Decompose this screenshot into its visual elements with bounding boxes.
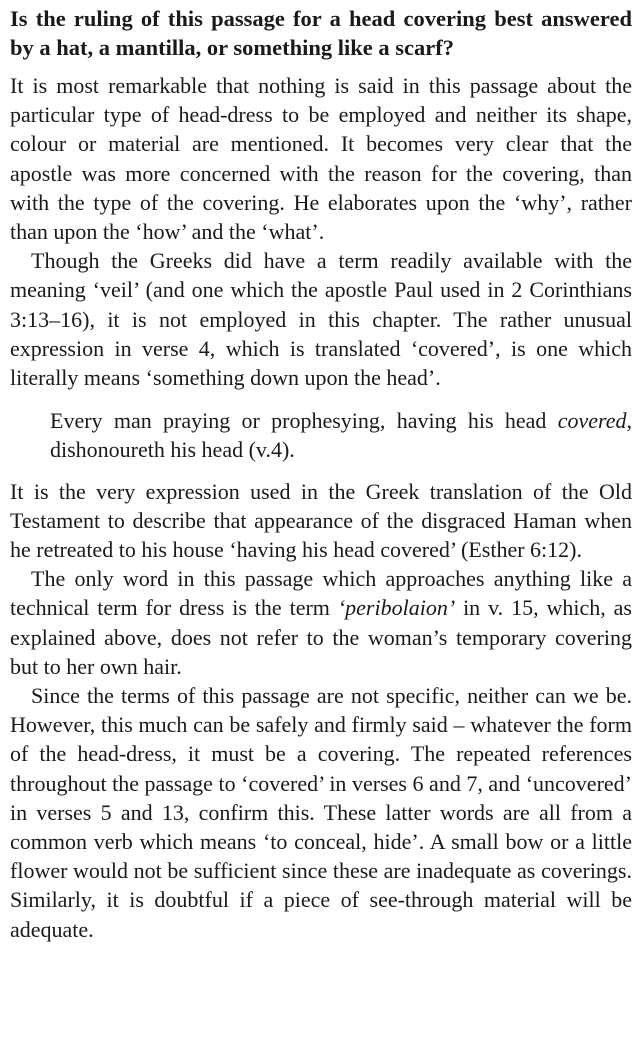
- quote-text-before: Every man praying or prophesying, having his head: [50, 408, 558, 434]
- p4-text-before: The only word in this passage which approaches anything like a technical term for dress is the term: [10, 566, 632, 621]
- paragraph-peribolaion: [10, 564, 632, 681]
- p4-emphasis: ‘peribolaion’: [337, 595, 456, 621]
- quote-text-after: , dishonoureth his head (v.4).: [50, 408, 632, 463]
- paragraph-conclusion: Since the terms of this passage are not specific, neither can we be. However, this much can be safely and firmly said – whatever the form of the head-dress, it must be a covering. The repeated references throughout the passage to ‘covered’ in verses 6 and 7, and ‘uncovered’ in verses 5 and 13, confirm this. These latter words are all from a common verb which means ‘to conceal, hide’. A small bow or a little flower would not be sufficient since these are inadequate as coverings. Similarly, it is doubtful if a piece of see-through material will be adequate.: [10, 683, 632, 942]
- paragraph-haman: It is the very expression used in the Greek translation of the Old Testament to describe that appearance of the disgraced Haman when he retreated to his house ‘having his head covered’ (Esther 6:12).: [10, 478, 632, 563]
- paragraph-greek-term: Though the Greeks did have a term readily available with the meaning ‘veil’ (and one which the apostle Paul used in 2 Corinthians 3:13–16), it is not employed in this chapter. The rather unusual expression in verse 4, which is translated ‘covered’, is one which literally means ‘something down upon the head’.: [10, 248, 632, 391]
- p4-text-after: in v. 15, which, as explained above, does not refer to the woman’s temporary covering but to her own hair.: [10, 595, 632, 679]
- quote-emphasis: covered: [557, 408, 627, 434]
- scripture-quote: [50, 406, 632, 464]
- paragraph-intro: It is most remarkable that nothing is said in this passage about the particular type of head-dress to be employed and neither its shape, colour or material are mentioned. It becomes very clear that the apostle was more concerned with the reason for the covering, than with the type of the covering. He elaborates upon the ‘why’, rather than upon the ‘how’ and the ‘what’.: [10, 73, 632, 245]
- section-heading: Is the ruling of this passage for a head covering best answered by a hat, a mantilla, or something like a scarf?: [10, 6, 632, 60]
